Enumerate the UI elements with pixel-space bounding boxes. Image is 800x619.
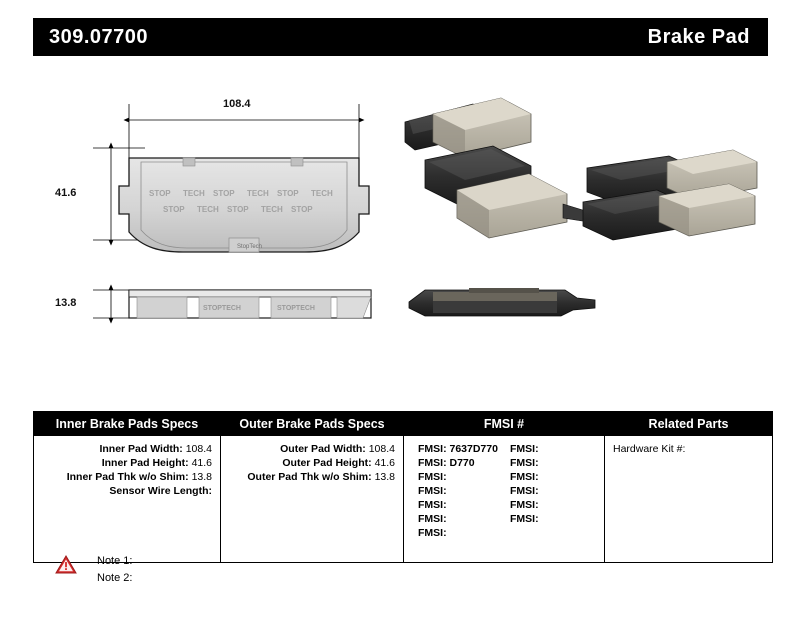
fmsi-column-left xyxy=(412,442,504,540)
inner-width-label: Inner Pad Width: xyxy=(99,443,183,455)
fmsi-entry: FMSI: xyxy=(418,499,447,511)
notes-section xyxy=(55,553,132,587)
fmsi-entry: FMSI: xyxy=(418,471,447,483)
outer-spec-row xyxy=(229,456,395,470)
svg-text:STOP: STOP xyxy=(149,189,171,198)
outer-height-label: Outer Pad Height: xyxy=(282,457,372,469)
header-outer-specs: Outer Brake Pads Specs xyxy=(221,412,404,436)
width-dimension-label: 108.4 xyxy=(223,98,251,110)
svg-text:STOP: STOP xyxy=(227,205,249,214)
outer-height-value: 41.6 xyxy=(374,457,395,469)
technical-drawing xyxy=(33,62,768,392)
hardware-kit-label: Hardware Kit #: xyxy=(613,443,686,455)
inner-height-label: Inner Pad Height: xyxy=(101,457,189,469)
cell-inner-specs xyxy=(34,436,221,563)
thickness-dimension-label: 13.8 xyxy=(55,297,77,309)
cell-fmsi xyxy=(404,436,605,563)
header-inner-specs: Inner Brake Pads Specs xyxy=(34,412,221,436)
inner-height-value: 41.6 xyxy=(191,457,212,469)
specs-table xyxy=(33,411,768,563)
header-related-parts: Related Parts xyxy=(605,412,773,436)
page-title: Brake Pad xyxy=(647,26,750,48)
svg-text:STOPTECH: STOPTECH xyxy=(277,305,315,312)
fmsi-entry: FMSI: 7637D770 xyxy=(418,443,498,455)
fmsi-entry: FMSI: xyxy=(510,471,539,483)
pad-photo-side xyxy=(409,288,595,316)
outer-spec-row xyxy=(229,442,395,456)
fmsi-entry: FMSI: xyxy=(510,485,539,497)
inner-thk-label: Inner Pad Thk w/o Shim: xyxy=(66,471,189,483)
fmsi-entry: FMSI: xyxy=(510,513,539,525)
fmsi-entry: FMSI: xyxy=(510,443,539,455)
drawing-canvas xyxy=(33,62,768,392)
svg-text:TECH: TECH xyxy=(261,205,283,214)
inner-spec-row xyxy=(42,484,212,498)
outer-spec-row xyxy=(229,470,395,484)
svg-text:STOP: STOP xyxy=(213,189,235,198)
svg-text:TECH: TECH xyxy=(247,189,269,198)
note-2: Note 2: xyxy=(97,572,133,584)
svg-text:TECH: TECH xyxy=(183,189,205,198)
part-number: 309.07700 xyxy=(49,26,149,48)
inner-spec-row xyxy=(42,442,212,456)
fmsi-entry: FMSI: D770 xyxy=(418,457,475,469)
svg-text:STOPTECH: STOPTECH xyxy=(203,305,241,312)
inner-spec-row xyxy=(42,470,212,484)
svg-text:TECH: TECH xyxy=(197,205,219,214)
inner-thk-value: 13.8 xyxy=(191,471,212,483)
svg-text:STOP: STOP xyxy=(163,205,185,214)
outer-thk-value: 13.8 xyxy=(374,471,395,483)
fmsi-entry: FMSI: xyxy=(418,485,447,497)
outer-width-value: 108.4 xyxy=(368,443,395,455)
height-dimension-label: 41.6 xyxy=(55,187,77,199)
fmsi-entry: FMSI: xyxy=(418,527,447,539)
header-fmsi: FMSI # xyxy=(404,412,605,436)
svg-text:StopTech: StopTech xyxy=(237,244,263,250)
svg-text:STOP: STOP xyxy=(291,205,313,214)
outer-thk-label: Outer Pad Thk w/o Shim: xyxy=(247,471,372,483)
svg-text:TECH: TECH xyxy=(311,189,333,198)
fmsi-entry: FMSI: xyxy=(510,499,539,511)
header-bar xyxy=(33,18,768,56)
cell-related-parts xyxy=(605,436,773,563)
outer-width-label: Outer Pad Width: xyxy=(280,443,366,455)
cell-outer-specs xyxy=(221,436,404,563)
inner-width-value: 108.4 xyxy=(185,443,212,455)
inner-spec-row xyxy=(42,456,212,470)
fmsi-entry: FMSI: xyxy=(510,457,539,469)
table-body-row xyxy=(34,436,773,563)
svg-text:STOP: STOP xyxy=(277,189,299,198)
fmsi-entry: FMSI: xyxy=(418,513,447,525)
fmsi-column-right xyxy=(504,442,596,540)
table-header-row xyxy=(34,412,773,436)
note-1: Note 1: xyxy=(97,555,133,567)
sensor-wire-label: Sensor Wire Length: xyxy=(109,485,212,497)
